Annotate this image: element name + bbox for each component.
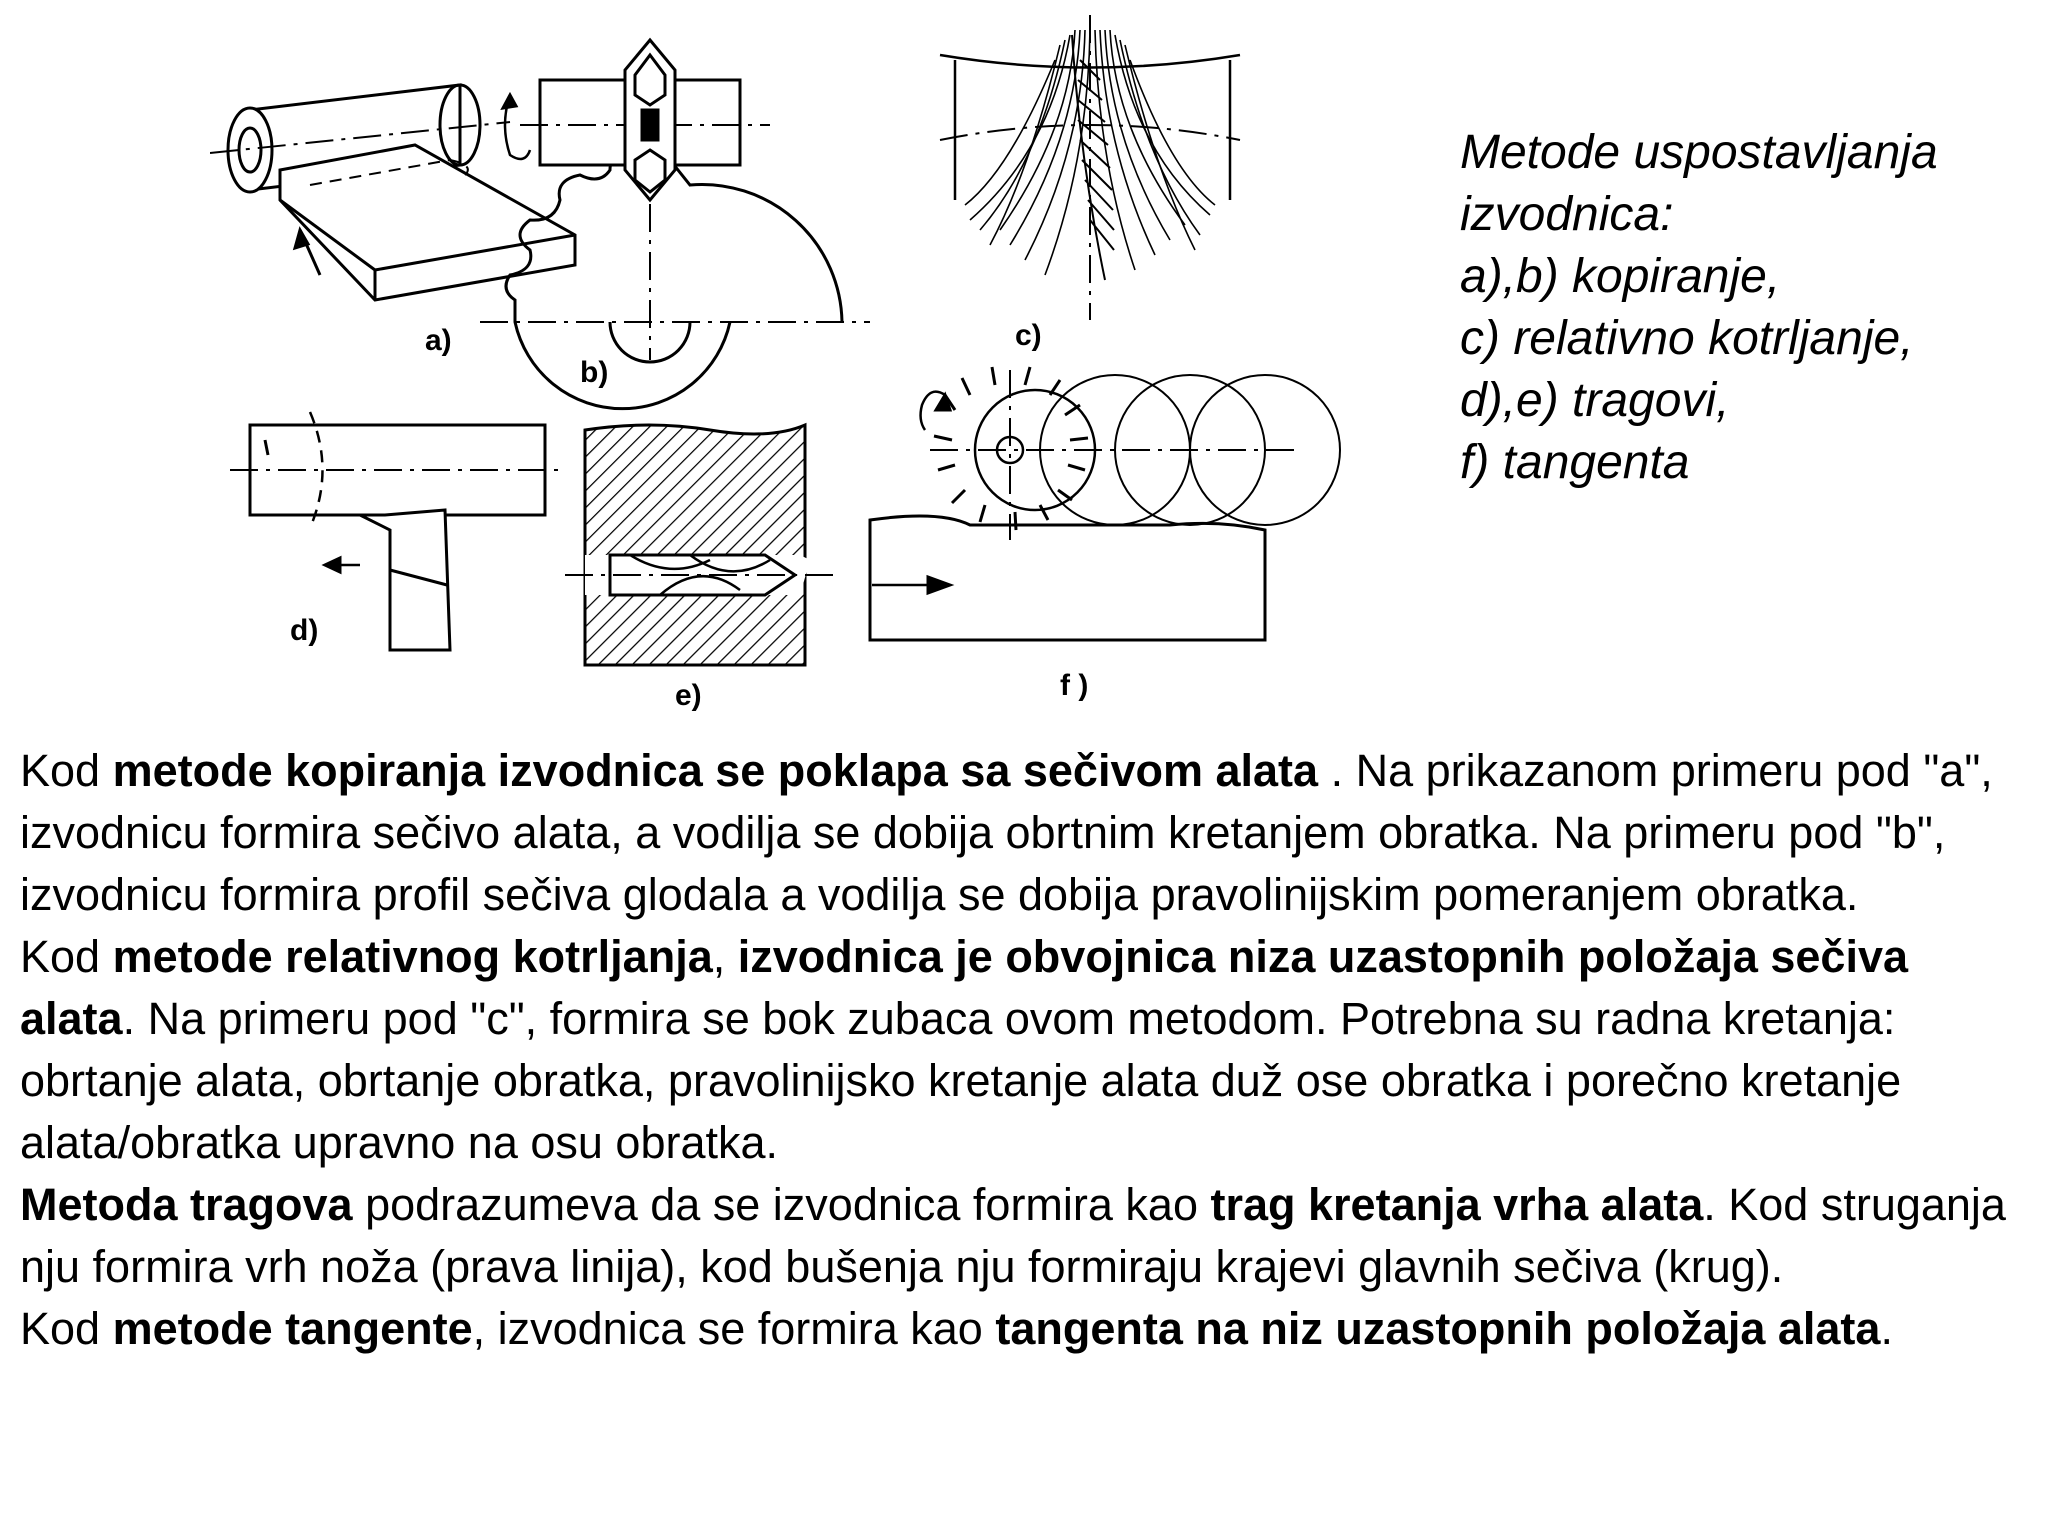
caption-line: f) tangenta (1460, 436, 1690, 489)
bold-text: izvodnica je obvojnica niza uzastopnih položaja sečiva alata (20, 931, 1909, 1044)
diagram-e (565, 425, 835, 712)
caption-line: c) relativno kotrljanje, (1460, 312, 1914, 365)
text: Kod (20, 931, 113, 982)
caption-line: a),b) kopiranje, (1460, 250, 1781, 303)
methods-figure (210, 0, 1360, 715)
caption-line: izvodnica: (1460, 188, 1674, 241)
text: Kod (20, 745, 113, 796)
paragraph-tracing (20, 1174, 2030, 1298)
label-f: f ) (1060, 669, 1089, 702)
diagram-d (230, 412, 560, 650)
bold-text: metode tangente (112, 1303, 473, 1354)
text: , (712, 931, 738, 982)
label-b: b) (580, 356, 609, 389)
bold-text: metode relativnog kotrljanja (112, 931, 713, 982)
paragraph-rolling (20, 926, 2030, 1174)
text: , izvodnica se formira kao (472, 1303, 996, 1354)
text: . Kod struganja nju formira vrh noža (prava linija), kod bušenja nju formiraju krajevi glavnih sečiva (krug). (20, 1179, 2006, 1292)
label-d: d) (290, 614, 319, 647)
body-text (20, 740, 2030, 1360)
bold-text: metode kopiranja izvodnica se poklapa sa sečivom alata (112, 745, 1319, 796)
caption-line: Metode uspostavljanja (1460, 126, 1938, 179)
diagram-c (940, 15, 1240, 352)
caption-line: d),e) tragovi, (1460, 374, 1730, 427)
diagram-f (870, 367, 1340, 702)
label-c: c) (1015, 319, 1042, 352)
paragraph-tangent (20, 1298, 2030, 1360)
paragraph-copying (20, 740, 2030, 926)
bold-text: Metoda tragova (20, 1179, 353, 1230)
label-a: a) (425, 324, 452, 357)
text: . Na prikazanom primeru pod "a", izvodnicu formira sečivo alata, a vodilja se dobija obrtnim kretanjem obratka. Na primeru pod "b", izvodnicu formira profil sečiva glodala a vodilja se dobija pravolinijskim pomeranjem obratka. (20, 745, 1993, 920)
text: . (1880, 1303, 1893, 1354)
text: podrazumeva da se izvodnica formira kao (352, 1179, 1211, 1230)
label-e: e) (675, 679, 702, 712)
text: Kod (20, 1303, 113, 1354)
bold-text: tangenta na niz uzastopnih položaja alata (995, 1303, 1881, 1354)
text: . Na primeru pod "c", formira se bok zubaca ovom metodom. Potrebna su radna kretanja: obrtanje alata, obrtanje obratka, pravolinijsko kretanje alata duž ose obratka i porečno kretanje alata/obratka upravno na osu obratka. (20, 993, 1902, 1168)
figure-caption (1460, 122, 2020, 494)
bold-text: trag kretanja vrha alata (1210, 1179, 1704, 1230)
